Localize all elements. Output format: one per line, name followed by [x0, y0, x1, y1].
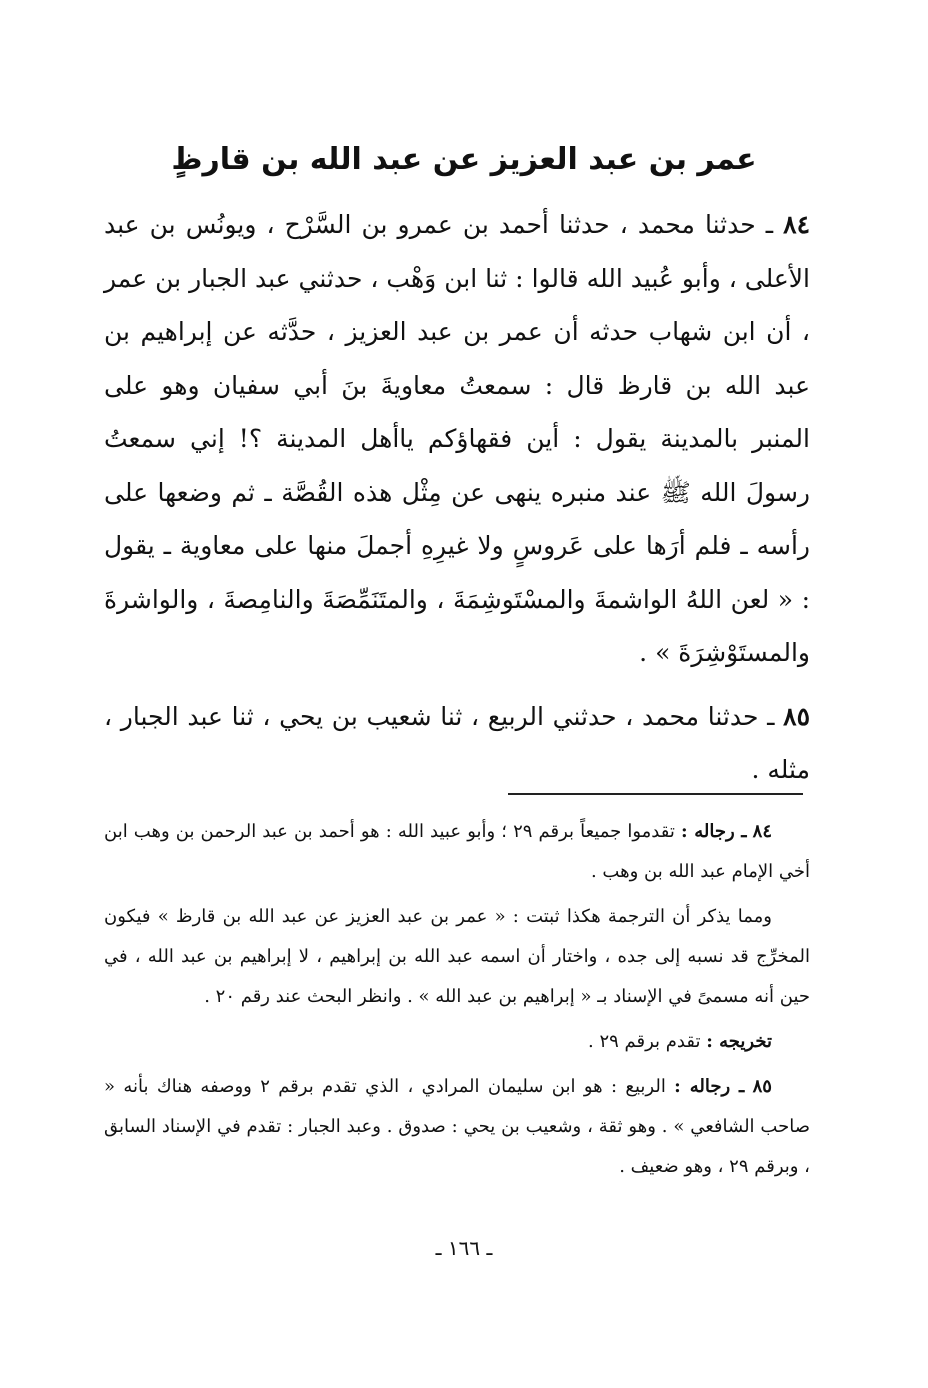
section-heading: عمر بن عبد العزيز عن عبد الله بن قارظٍ — [171, 142, 757, 177]
hadith-body: ـ حدثنا محمد ، حدثني الربيع ، ثنا شعيب بن يحي ، ثنا عبد الجبار ، مثله . — [104, 701, 810, 784]
footnote-text: الربيع : هو ابن سليمان المرادي ، الذي تقدم برقم ٢ ووصفه هناك بأنه « صاحب الشافعي » . وهو ثقة ، وشعيب بن يحي : صدوق . وعبد الجبار : تقدم في الإسناد السابق ، وبرقم ٢٩ ، وهو ضعيف . — [104, 1076, 810, 1177]
footnote-text: ومما يذكر أن الترجمة هكذا ثبتت : « عمر بن عبد العزيز عن عبد الله بن قارظ » فيكون المخرِّج قد نسبه إلى جده ، واختار أن اسمه عبد الله بن إبراهيم ، لا إبراهيم بن عبد الله ، في حين أنه مسمىً في الإسناد بـ « إبراهيم بن عبد الله » . وانظر البحث عند رقم ٢٠ . — [104, 906, 811, 1007]
hadith-number: ٨٤ — [783, 210, 810, 239]
hadith-number: ٨٥ — [783, 701, 810, 731]
hadith-text-block — [104, 198, 810, 807]
footnote — [104, 812, 810, 892]
page-number: ـ ١٦٦ ـ — [435, 1236, 493, 1260]
footnote — [104, 897, 810, 1017]
footnote-label: ـ رجاله : — [674, 1076, 745, 1097]
footnote — [104, 1067, 810, 1187]
footnote-divider — [508, 793, 803, 795]
footnote-label: ـ رجاله : — [680, 821, 747, 842]
footnote-text: تقدموا جميعاً برقم ٢٩ ؛ وأبو عبيد الله : هو أحمد بن عبد الرحمن بن وهب ابن أخي الإمام عبد الله بن وهب . — [104, 821, 810, 882]
footnotes-block — [104, 812, 810, 1192]
hadith-body: ـ حدثنا محمد ، حدثنا أحمد بن عمرو بن السَّرْح ، ويونُس بن عبد الأعلى ، وأبو عُبيد الله قالوا : ثنا ابن وَهْب ، حدثني عبد الجبار بن عمر ، أن ابن شهاب حدثه أن عمر بن عبد العزيز ، حدَّثه عن إبراهيم بن عبد الله بن قارظ قال : سمعتُ معاويةَ بنَ أبي سفيان وهو على المنبر بالمدينة يقول : أين فقهاؤكم ياأهل المدينة ؟! إني سمعتُ رسولَ الله ﷺ عند منبره ينهى عن مِثْل هذه القُصَّة ـ ثم وضعها على رأسه ـ فلم أرَها على عَروسٍ ولا غيرِهِ أجملَ منها على معاوية ـ يقول : « لعن اللهُ الواشمةَ والمسْتَوشِمَةَ ، والمتَنَمِّصَةَ والنامِصةَ ، والواشرةَ والمستَوْشِرَةَ » . — [104, 210, 810, 667]
footnote-label: تخريجه : — [706, 1031, 772, 1052]
footnote-number: ٨٥ — [752, 1076, 772, 1097]
footnote — [104, 1022, 810, 1062]
footnote-text: تقدم برقم ٢٩ . — [588, 1031, 701, 1052]
hadith-paragraph — [104, 198, 810, 680]
hadith-paragraph — [104, 690, 810, 797]
footnote-number: ٨٤ — [752, 821, 773, 842]
